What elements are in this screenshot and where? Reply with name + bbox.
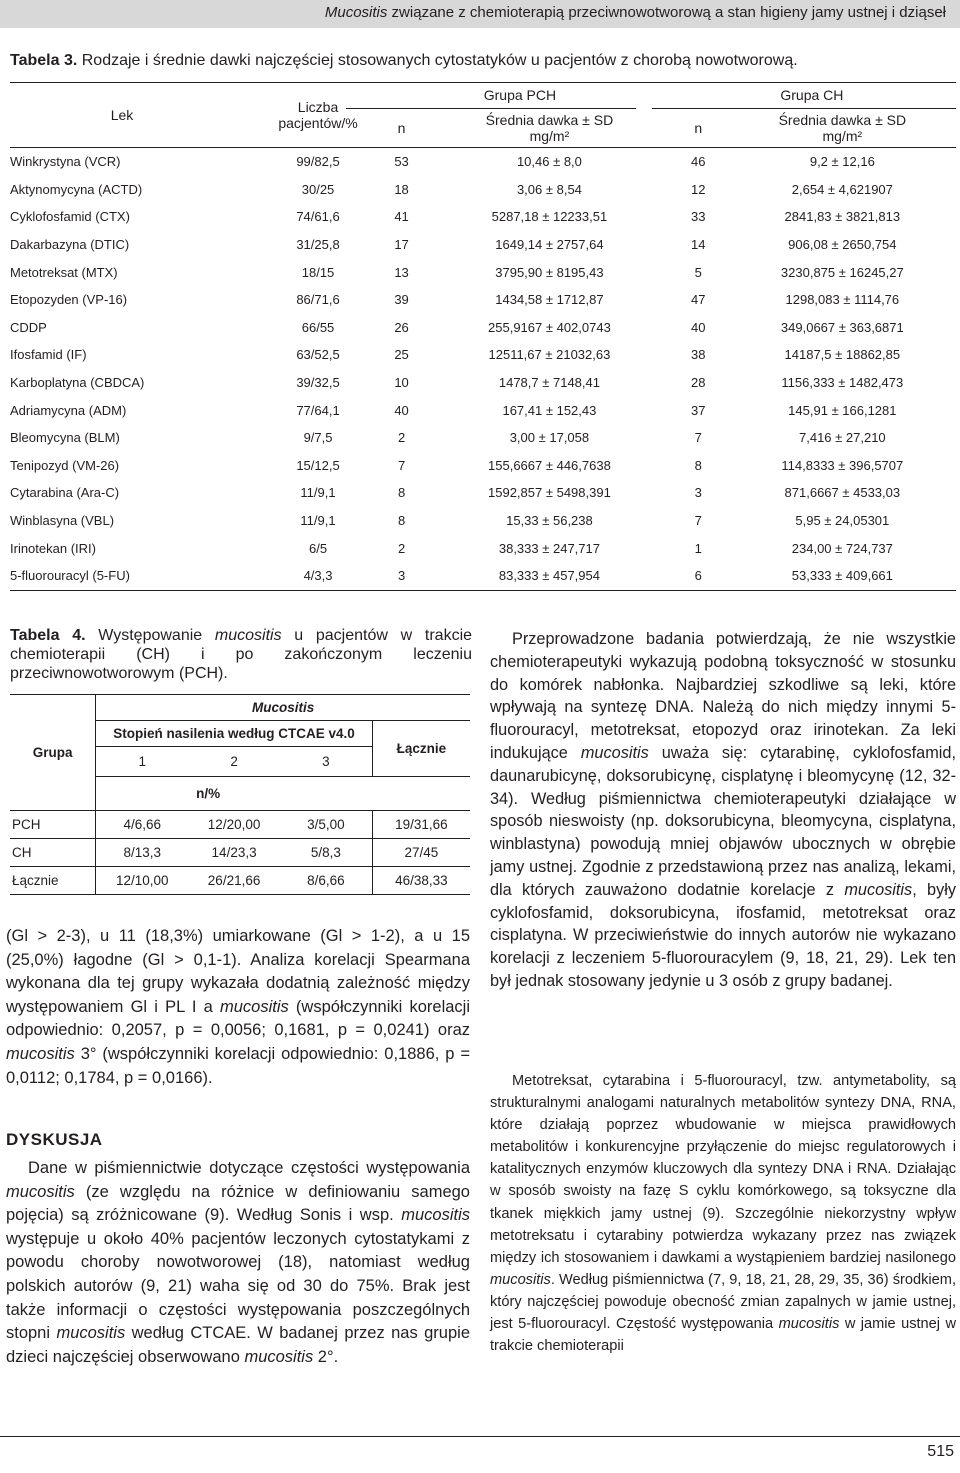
t3-cell: Tenipozyd (VM-26): [10, 457, 120, 473]
t3-header-lek: Lek: [110, 107, 134, 123]
table-row: [10, 148, 956, 176]
t4-cell: CH: [10, 839, 96, 867]
t3-header-group-pch: Grupa PCH: [483, 87, 557, 103]
t3-cell: 15,33 ± 56,238: [506, 513, 593, 529]
t3-header-n-pch: n: [397, 120, 406, 136]
t3-header-liczba: Liczba pacjentów/%: [278, 99, 358, 131]
t3-header-dose-ch: Średnia dawka ± SD mg/m²: [778, 112, 907, 144]
t3-cell: 30/25: [301, 181, 335, 197]
t3-cell: 28: [690, 375, 706, 391]
table-row: [10, 424, 956, 452]
t4-header-3: 3: [280, 747, 372, 777]
t3-cell: 8: [397, 485, 406, 501]
t3-cell: 47: [690, 292, 706, 308]
t3-cell: 7,416 ± 27,210: [799, 430, 886, 446]
t3-cell: 234,00 ± 724,737: [791, 540, 893, 556]
table3: [10, 82, 956, 590]
t4-header-1: 1: [96, 747, 188, 777]
t3-cell: 145,91 ± 166,1281: [788, 402, 897, 418]
t3-cell: 17: [394, 237, 409, 253]
t3-cell: 3,06 ± 8,54: [516, 181, 582, 197]
t3-cell: 11/9,1: [300, 513, 336, 529]
t3-cell: 39/32,5: [296, 375, 340, 391]
t4-header-stopien: Stopień nasilenia według CTCAE v4.0: [96, 721, 372, 747]
t3-cell: 39: [394, 292, 409, 308]
t3-cell: 10,46 ± 8,0: [516, 154, 582, 170]
table-row: [10, 369, 956, 397]
dyskusja-paragraph: Dane w piśmiennictwie dotyczące częstości występowania mucositis (ze względu na różnice w definiowaniu samego pojęcia) są zróżnicowane (9). Według Sonis i wsp. mucositis występuje u około 40% pacjentów leczonych cytostatykami z powodu choroby nowotworowej (18), natomiast według polskich autorów (9, 21) waha się od 30 do 75%. Brak jest także informacji o częstości występowania poszczególnych stopni mucositis według CTCAE. W badanej przez nas grupie dzieci najczęściej obserwowano mucositis 2°.: [6, 1159, 470, 1366]
t3-cell: Etopozyden (VP-16): [10, 292, 128, 308]
t3-header-dose-pch: Średnia dawka ± SD mg/m²: [485, 112, 614, 144]
t3-cell: 66/55: [301, 319, 335, 335]
t3-cell: 40: [394, 402, 409, 418]
t3-cell: 349,0667 ± 363,6871: [780, 319, 904, 335]
t4-header-grupa: Grupa: [10, 695, 96, 811]
t3-cell: 6: [694, 568, 702, 584]
t3-cell: 38: [690, 347, 706, 363]
t3-cell: 86/71,6: [296, 292, 340, 308]
t4-header-mucositis: Mucositis: [96, 695, 470, 721]
t3-cell: 5287,18 ± 12233,51: [491, 209, 608, 225]
t3-cell: 3795,90 ± 8195,43: [495, 264, 604, 280]
t3-cell: 7: [694, 430, 702, 446]
t3-cell: 871,6667 ± 4533,03: [784, 485, 901, 501]
t3-cell: 5: [694, 264, 702, 280]
t3-cell: 1592,857 ± 5498,391: [488, 485, 611, 501]
t4-cell: 46/38,33: [372, 867, 470, 895]
table-row: [10, 811, 470, 839]
t3-cell: 12: [690, 181, 706, 197]
t3-cell: 18: [394, 181, 409, 197]
t3-cell: 14187,5 ± 18862,85: [784, 347, 901, 363]
t3-cell: Metotreksat (MTX): [10, 264, 118, 280]
table-row: [10, 258, 956, 286]
t3-cell: 31/25,8: [296, 237, 340, 253]
t3-cell: Ifosfamid (IF): [10, 347, 87, 363]
t3-cell: 3230,875 ± 16245,27: [780, 264, 904, 280]
t3-cell: 8: [694, 457, 702, 473]
t3-cell: 33: [690, 209, 706, 225]
table-row: [10, 507, 956, 535]
t3-cell: Winkrystyna (VCR): [10, 154, 121, 170]
t3-cell: 3: [694, 485, 702, 501]
t3-cell: 7: [694, 513, 702, 529]
right-column-paragraph-2: Metotreksat, cytarabina i 5-fluorouracyl, tzw. antymetabolity, są strukturalnymi analogami naturalnych metabolitów syntezy DNA, RNA, które działają poprzez wbudowanie w miejsca prawidłowych metabolitów i konkurencyjne przyłączenie do miejsc regulatorowych i katalitycznych enzymów kluczowych dla syntezy DNA i RNA. Działając w sposób swoisty na fazę S cyklu komórkowego, są toksyczne dla tkanek miękkich jamy ustnej (9). Szczególnie niekorzystny wpływ metotreksatu i cytarabiny potwierdza wykazany przez nas związek między ich stosowaniem i dawkami a wystąpieniem bardziej nasilonego mucositis. Według piśmiennictwa (7, 9, 18, 21, 28, 29, 35, 36) środkiem, który najczęściej powoduje obecność zmian zapalnych w jamie ustnej, jest 5-fluorouracyl. Częstość występowania mucositis w jamie ustnej w trakcie chemioterapii: [490, 1073, 956, 1355]
t3-cell: Winblasyna (VBL): [10, 513, 115, 529]
t3-cell: 63/52,5: [296, 347, 340, 363]
t3-cell: 26: [394, 319, 409, 335]
t3-cell: 1: [694, 540, 702, 556]
t3-cell: 9/7,5: [303, 430, 333, 446]
t3-cell: 11/9,1: [300, 485, 336, 501]
page-number: 515: [927, 1443, 954, 1460]
t4-cell: 3/5,00: [280, 811, 372, 839]
table4-caption: Tabela 4. Występowanie mucositis u pacjentów w trakcie chemioterapii (CH) i po zakończonym leczeniu przeciwnowotworowym (PCH).: [10, 627, 473, 682]
table-row: [10, 341, 956, 369]
t3-cell: 6/5: [308, 540, 328, 556]
table-row: [10, 314, 956, 342]
t3-cell: 8: [397, 513, 406, 529]
table-row: [10, 286, 956, 314]
t4-cell: 26/21,66: [188, 867, 280, 895]
t3-cell: 37: [690, 402, 706, 418]
t3-cell: Karboplatyna (CBDCA): [10, 375, 145, 391]
t3-cell: 3: [397, 568, 406, 584]
t3-cell: 74/61,6: [296, 209, 340, 225]
t3-cell: 12511,67 ± 21032,63: [488, 347, 611, 363]
t4-cell: 19/31,66: [372, 811, 470, 839]
t4-cell: Łącznie: [10, 867, 96, 895]
left-column-results-paragraph: (Gl > 2-3), u 11 (18,3%) umiarkowane (Gl > 1-2), a u 15 (25,0%) łagodne (Gl > 0,1-1). Analiza korelacji Spearmana wykonana dla tej grupy wykazała dodatnią zależność między występowaniem Gl i PL I a mucositis (współczynniki korelacji odpowiednio: 0,2057, p = 0,0056; 0,1681, p = 0,0241) oraz mucositis 3° (współczynniki korelacji odpowiednio: 0,1886, p = 0,0112; 0,1784, p = 0,0166).: [6, 927, 470, 1087]
t3-cell: 1298,083 ± 1114,76: [785, 292, 900, 308]
table-row: [10, 479, 956, 507]
t3-cell: 255,9167 ± 402,0743: [488, 319, 611, 335]
t3-cell: Cyklofosfamid (CTX): [10, 209, 130, 225]
table-row: [10, 534, 956, 562]
t3-cell: 4/3,3: [303, 568, 333, 584]
table-row: [10, 176, 956, 204]
table-row: [10, 839, 470, 867]
t3-cell: Bleomycyna (BLM): [10, 430, 120, 446]
t3-cell: 53,333 ± 409,661: [791, 568, 893, 584]
dyskusja-heading: DYSKUSJA: [6, 1130, 103, 1149]
t3-cell: 5-fluorouracyl (5-FU): [10, 568, 130, 584]
t3-cell: CDDP: [10, 319, 47, 335]
t4-header-lacznie: Łącznie: [372, 721, 470, 777]
t3-cell: Irinotekan (IRI): [10, 540, 96, 556]
table4: [10, 694, 470, 895]
t4-cell: 5/8,3: [280, 839, 372, 867]
table-row: [10, 231, 956, 259]
t3-cell: 13: [394, 264, 409, 280]
t3-cell: 1649,14 ± 2757,64: [495, 237, 604, 253]
t3-cell: 906,08 ± 2650,754: [788, 237, 897, 253]
t3-cell: Aktynomycyna (ACTD): [10, 181, 143, 197]
t3-cell: 14: [690, 237, 706, 253]
table-row: [10, 562, 956, 590]
t3-cell: 1434,58 ± 1712,87: [495, 292, 604, 308]
table-row: [10, 203, 956, 231]
t3-cell: 15/12,5: [296, 457, 340, 473]
t4-cell: 4/6,66: [96, 811, 188, 839]
table-row: [10, 867, 470, 895]
t3-cell: 77/64,1: [296, 402, 340, 418]
t4-cell: 12/10,00: [96, 867, 188, 895]
t3-cell: 53: [394, 154, 409, 170]
t3-cell: 167,41 ± 152,43: [502, 402, 597, 418]
t3-header-group-ch: Grupa CH: [780, 87, 844, 103]
t3-cell: Adriamycyna (ADM): [10, 402, 127, 418]
running-header: Mucositis związane z chemioterapią przeciwnowotworową a stan higieny jamy ustnej i dziąseł: [324, 4, 946, 21]
t3-cell: 38,333 ± 247,717: [498, 540, 600, 556]
t3-cell: 2841,83 ± 3821,813: [784, 209, 901, 225]
t3-cell: Cytarabina (Ara-C): [10, 485, 120, 501]
t4-cell: 14/23,3: [188, 839, 280, 867]
t3-cell: 155,6667 ± 446,7638: [488, 457, 611, 473]
t3-cell: 2: [397, 430, 406, 446]
t4-cell: PCH: [10, 811, 96, 839]
t4-cell: 12/20,00: [188, 811, 280, 839]
t4-header-2: 2: [188, 747, 280, 777]
t4-cell: 8/13,3: [96, 839, 188, 867]
t3-cell: 2,654 ± 4,621907: [791, 181, 893, 197]
t3-cell: 1156,333 ± 1482,473: [781, 375, 904, 391]
table-row: [10, 396, 956, 424]
t3-cell: 9,2 ± 12,16: [809, 154, 875, 170]
t4-cell: 8/6,66: [280, 867, 372, 895]
t3-cell: 25: [394, 347, 409, 363]
footer-rule: [0, 1436, 960, 1437]
table3-bottom-rule: [10, 590, 956, 591]
t3-cell: 1478,7 ± 7148,41: [498, 375, 600, 391]
t3-cell: 99/82,5: [296, 154, 340, 170]
t3-cell: 3,00 ± 17,058: [509, 430, 590, 446]
t3-cell: 2: [397, 540, 406, 556]
t3-header-n-ch: n: [694, 120, 703, 136]
t3-cell: 40: [690, 319, 706, 335]
right-column-paragraph-1: Przeprowadzone badania potwierdzają, że nie wszystkie chemioterapeutyki wykazują podobną toksyczność w stosunku do komórek nabłonka. Najbardziej szkodliwe są leki, które wpływają na syntezę DNA. Należą do nich między innymi 5-fluorouracyl, metotreksat, etopozyd oraz irinotekan. Za leki indukujące mucositis uważa się: cytarabinę, cyklofosfamid, daunarubicynę, doksorubicynę, cisplatynę i bleomycynę (12, 32-34). Według piśmiennictwa chemioterapeutyki działające w sposób nieswoisty (np. doksorubicyna, bleomycyna, cisplatyna, winblastyna) powodują mniej objawów ubocznych w obrębie jamy ustnej. Zgodnie z przedstawioną przez nas analizą, lekami, dla których zauważono dodatnie korelacje z mucositis, były cyklofosfamid, doksorubicyna, ifosfamid, metotreksat oraz cisplatyna. W przeciwieństwie do innych autorów nie wykazano korelacji z leczeniem 5-fluorouracylem (9, 18, 21, 29). Lek ten był jednak stosowany jedynie u 3 osób z grupy badanej.: [490, 630, 956, 990]
table-row: [10, 452, 956, 480]
t3-cell: 83,333 ± 457,954: [498, 568, 600, 584]
t3-cell: 5,95 ± 24,05301: [795, 513, 890, 529]
t3-cell: 46: [690, 154, 706, 170]
t3-cell: 114,8333 ± 396,5707: [781, 457, 904, 473]
t4-header-n-pct: n/%: [96, 777, 470, 811]
t3-cell: 41: [394, 209, 409, 225]
t3-cell: 18/15: [301, 264, 335, 280]
t4-cell: 27/45: [372, 839, 470, 867]
t3-cell: 10: [394, 375, 409, 391]
t3-cell: 7: [397, 457, 406, 473]
t3-cell: Dakarbazyna (DTIC): [10, 237, 130, 253]
table3-caption: Tabela 3. Rodzaje i średnie dawki najczęściej stosowanych cytostatyków u pacjentów z chorobą nowotworową.: [10, 52, 798, 69]
